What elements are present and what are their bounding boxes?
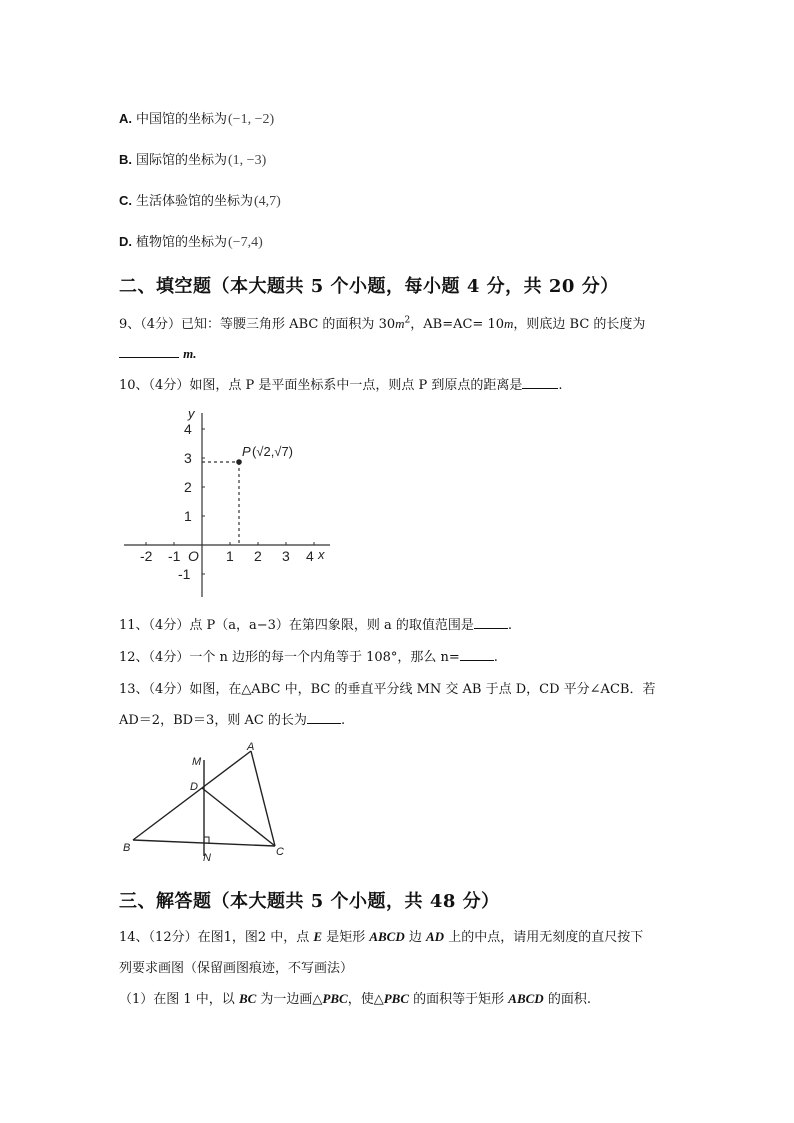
question-13-line-1: 13、（4分）如图，在△ABC 中，BC 的垂直平分线 MN 交 AB 于点 D，CD 平分∠ACB．若	[119, 682, 656, 697]
y-tick-label: 4	[184, 421, 192, 437]
answer-blank[interactable]	[474, 615, 508, 629]
section-3-heading: 三、解答题（本大题共 5 个小题，共 48 分）	[119, 891, 500, 912]
option-a-coord: (−1, −2)	[228, 112, 275, 127]
x-tick-label: -2	[140, 548, 153, 564]
answer-blank[interactable]	[522, 375, 558, 389]
y-tick-label: -1	[178, 566, 191, 582]
label-c: C	[276, 846, 284, 858]
section-2-heading: 二、填空题（本大题共 5 个小题，每小题 4 分，共 20 分）	[119, 276, 619, 297]
point-p	[236, 459, 242, 465]
right-angle-mark	[204, 837, 209, 843]
question-14-line-2: 列要求画图（保留画图痕迹，不写画法）	[119, 961, 354, 976]
question-12: 12、（4分）一个 n 边形的每一个内角等于 108°，那么 n= .	[119, 646, 498, 665]
question-13-line-2: AD＝2，BD＝3，则 AC 的长为 .	[119, 709, 345, 728]
y-tick-label: 3	[184, 450, 192, 466]
segment-dc	[202, 788, 275, 846]
question-11: 11、（4分）点 P（a，a−3）在第四象限，则 a 的取值范围是 .	[119, 614, 512, 633]
label-m: M	[192, 756, 202, 768]
option-b: B. 国际馆的坐标为(1, −3)	[119, 152, 267, 168]
question-9-answer: m.	[119, 344, 197, 362]
side-ac	[251, 751, 275, 846]
label-a: A	[247, 741, 255, 753]
label-n: N	[203, 852, 211, 864]
option-a: A. 中国馆的坐标为(−1, −2)	[119, 111, 275, 127]
question-10: 10、（4分）如图，点 P 是平面坐标系中一点，则点 P 到原点的距离是 .	[119, 374, 562, 393]
answer-blank[interactable]	[460, 647, 494, 661]
option-d-coord: (−7,4)	[228, 235, 263, 250]
x-axis-label: x	[318, 547, 325, 562]
option-c-coord: (4,7)	[254, 194, 281, 209]
point-p-label: P	[242, 444, 251, 459]
question-14-line-1: 14、（12分）在图1，图2 中，点 E 是矩形 ABCD 边 AD 上的中点，请用无刻度的直尺按下	[119, 929, 644, 945]
option-b-coord: (1, −3)	[228, 153, 267, 168]
triangle-figure	[118, 738, 298, 868]
y-tick-label: 2	[184, 479, 192, 495]
y-axis-label: y	[188, 406, 195, 421]
x-tick-label: 2	[254, 548, 262, 564]
option-c: C. 生活体验馆的坐标为(4,7)	[119, 193, 281, 209]
coordinate-graph	[118, 405, 340, 600]
y-tick-label: 1	[184, 508, 192, 524]
x-tick-label: 4	[306, 548, 314, 564]
option-d: D. 植物馆的坐标为(−7,4)	[119, 234, 263, 250]
answer-blank[interactable]	[307, 710, 341, 724]
label-d: D	[190, 781, 198, 793]
answer-blank[interactable]	[119, 344, 179, 358]
origin-label: O	[188, 548, 199, 564]
question-14-sub-1: （1）在图 1 中，以 BC 为一边画△PBC，使△PBC 的面积等于矩形 ABCD 的面积.	[119, 991, 591, 1007]
x-tick-label: 3	[282, 548, 290, 564]
point-p-coord: (√2,√7)	[252, 444, 293, 459]
x-tick-label: -1	[168, 548, 181, 564]
x-tick-label: 1	[226, 548, 234, 564]
label-b: B	[123, 842, 131, 854]
question-9: 9、（4分）已知：等腰三角形 ABC 的面积为 $30m^2$，AB=AC= 10m，则底边 BC 的长度为	[119, 315, 646, 332]
